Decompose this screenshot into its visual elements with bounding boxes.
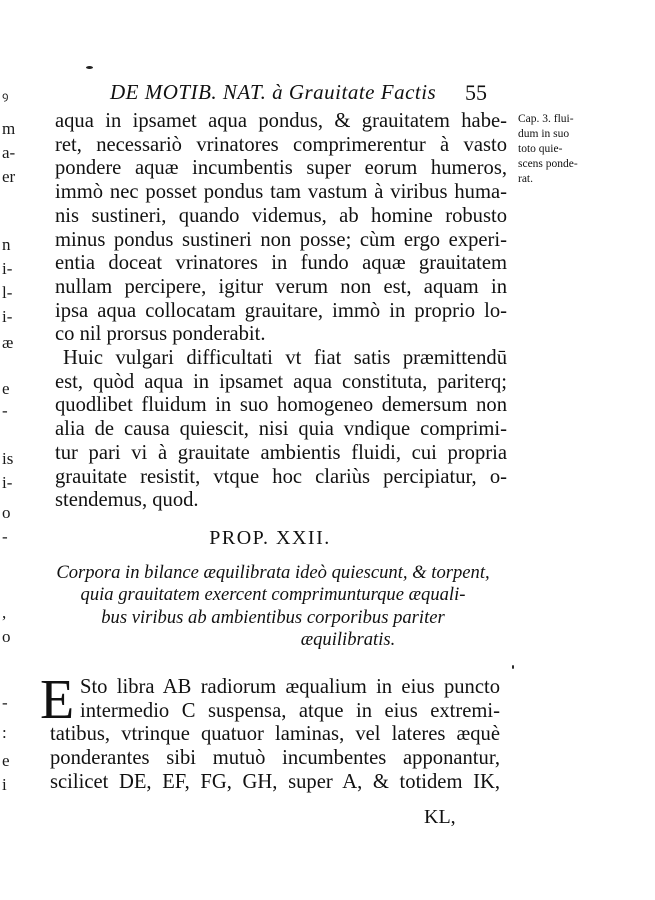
- gutter-fragment: m: [2, 119, 16, 138]
- margin-note: [518, 112, 598, 187]
- margin-note-line: scens ponde-: [518, 158, 578, 170]
- gutter-fragment: i-: [2, 473, 13, 492]
- gutter-fragment: ꝰ: [2, 89, 9, 108]
- text-line: est, quòd aqua in ipsamet aqua constituta, pariterq;: [55, 370, 507, 393]
- proposition-enunciation: [38, 562, 508, 651]
- drop-cap: E: [40, 669, 75, 731]
- gutter-fragment: er: [2, 167, 16, 186]
- print-speck: [86, 66, 93, 69]
- text-line: Huic vulgari difficultati vt fiat satis præmittendū: [63, 347, 507, 370]
- gutter-fragment: o: [2, 627, 11, 646]
- gutter-fragment: -: [2, 527, 8, 546]
- margin-note-line: rat.: [518, 173, 534, 185]
- gutter-fragment: n: [2, 235, 11, 254]
- text-line: stendemus, quod.: [55, 489, 199, 512]
- text-line: ponderantes sibi mutuò incumbentes apponantur,: [50, 747, 500, 770]
- gutter-fragment: -: [2, 401, 8, 420]
- text-line: ipsa aqua collocatam grauitare, immò in proprio lo-: [55, 299, 507, 322]
- proof-paragraph: [40, 676, 500, 795]
- text-line: Sto libra AB radiorum æqualium in eius puncto: [80, 676, 500, 698]
- proposition-heading: PROP. XXII.: [209, 527, 331, 549]
- text-line: ret, necessariò vrinatores comprimerentur à vasto: [55, 133, 507, 156]
- gutter-fragment: is: [2, 449, 14, 468]
- text-line: pondere aquæ incumbentis super eorum humeros,: [55, 157, 507, 180]
- gutter-fragment: o: [2, 503, 11, 522]
- gutter-fragment: e: [2, 751, 10, 770]
- print-speck: [512, 665, 514, 669]
- gutter-fragment: :: [2, 723, 7, 742]
- gutter-fragment: i: [2, 775, 7, 794]
- catchword: KL,: [424, 806, 456, 828]
- text-line: quodlibet fluidum in suo homogeneo demersum non: [55, 394, 507, 417]
- text-line: intermedio C suspensa, atque in eius extremi-: [80, 699, 500, 722]
- text-line: nullam percipere, igitur verum non est, aquam in: [55, 275, 507, 298]
- enunciation-line: æquilibratis.: [300, 628, 396, 650]
- text-line: grauitate resistit, vtque hoc clariùs percipiatur, o-: [55, 465, 507, 488]
- text-line: aqua in ipsamet aqua pondus, & grauitatem habe-: [55, 110, 507, 132]
- text-line: scilicet DE, EF, FG, GH, super A, & totidem IK,: [50, 770, 500, 793]
- gutter-fragment: e: [2, 379, 10, 398]
- margin-note-line: Cap. 3. flui-: [518, 113, 574, 125]
- text-line: tatibus, vtrinque quatuor laminas, vel lateres æquè: [50, 723, 500, 746]
- body-paragraphs: [55, 110, 507, 513]
- gutter-fragment: ,: [2, 603, 7, 622]
- margin-note-line: toto quie-: [518, 143, 563, 155]
- text-line: alia de causa quiescit, nisi quia vndique comprimi-: [55, 418, 507, 441]
- enunciation-line: Corpora in bilance æquilibrata ideò quiescunt, & torpent,: [56, 562, 490, 583]
- text-line: tur pari vi à grauitate ambientis fluidi, cui propria: [55, 441, 507, 464]
- text-line: minus pondus sustineri non posse; cùm ergo experi-: [55, 228, 507, 251]
- gutter-fragment: a-: [2, 143, 16, 162]
- gutter-fragment: l-: [2, 283, 13, 302]
- enunciation-line: quia grauitatem exercent comprimunturque æquali-: [80, 584, 466, 606]
- text-line: immò nec posset pondus tam vastum à viribus huma-: [55, 181, 507, 204]
- enunciation-line: bus viribus ab ambientibus corporibus pariter: [101, 606, 445, 628]
- margin-note-line: dum in suo: [518, 128, 570, 140]
- text-line: entia doceat vrinatores in fundo aquæ grauitatem: [55, 252, 507, 275]
- running-head: DE MOTIB. NAT. à Grauitate Factis: [110, 80, 437, 104]
- gutter-fragment: æ: [2, 333, 14, 352]
- page-number: 55: [465, 80, 487, 105]
- text-line: nis sustineri, quando videmus, ab homine robusto: [55, 204, 507, 227]
- gutter-fragment: i-: [2, 307, 13, 326]
- gutter-fragment: -: [2, 693, 8, 712]
- gutter-fragment: i-: [2, 259, 13, 278]
- text-line: co nil prorsus ponderabit.: [55, 323, 266, 346]
